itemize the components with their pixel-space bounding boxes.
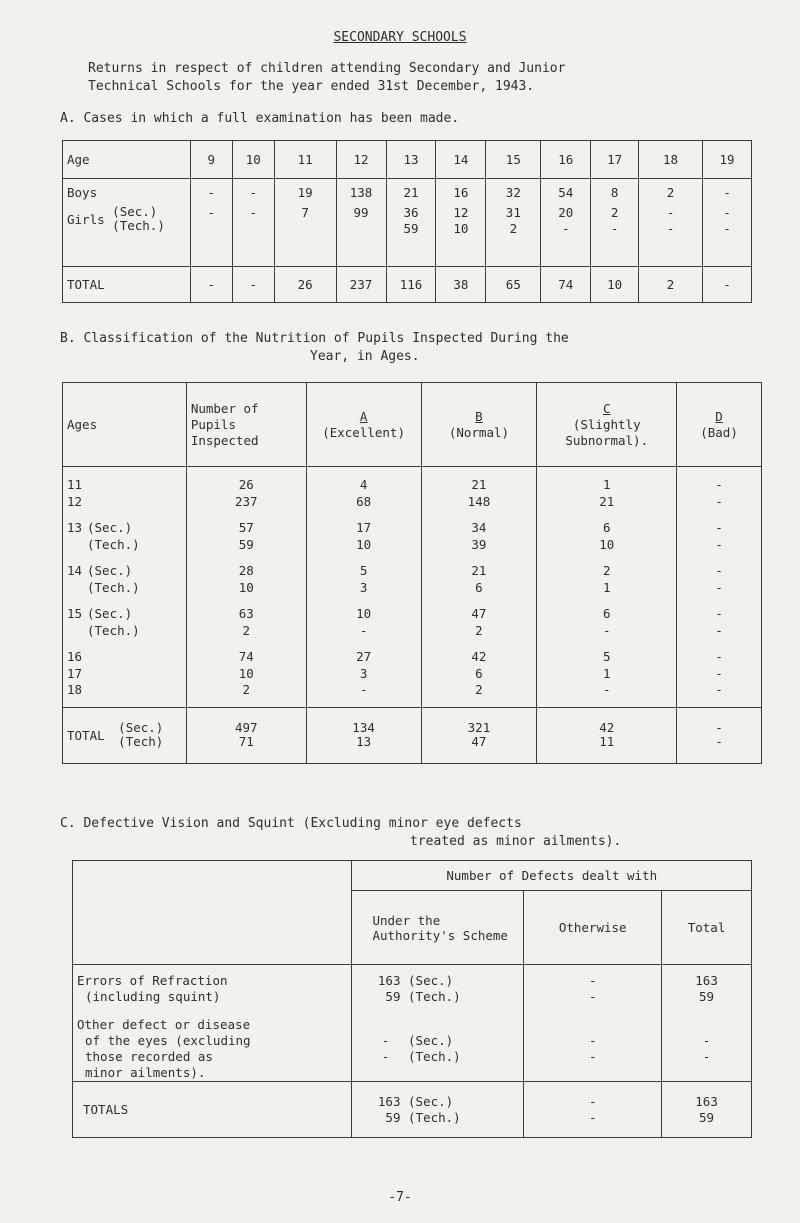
nutrition-cell-a: 17 (356, 520, 372, 535)
refraction-label-2: (including squint) (85, 989, 221, 1004)
total-bad-cell: - - (677, 707, 762, 763)
table-b (62, 382, 762, 764)
authority-column: 163 (Sec.) 59 (Tech.) - (Sec.) - (Tech.) (352, 965, 524, 1082)
nutrition-cell-a: 4 (359, 477, 368, 492)
age-cell: 12 (67, 493, 83, 509)
table-a-header-row (63, 141, 752, 179)
number-inspected-header: Number of Pupils Inspected (186, 383, 306, 467)
section-b-label (60, 330, 569, 366)
girls-tech-label: (Tech.) (112, 218, 165, 233)
section-b-label-line-1: B. Classification of the Nutrition of Pupils Inspected During the (60, 331, 569, 346)
totals-otherwise-cell: - - (524, 1082, 662, 1138)
boys-cell: 54 (558, 185, 574, 200)
table-a-age: 14 (436, 141, 486, 179)
girls-tech-cell: - (723, 221, 731, 236)
nutrition-cell-n: 2 (242, 682, 250, 697)
totals-authority-cell: 163 (Sec.) 59 (Tech.) (352, 1082, 524, 1138)
nutrition-cell-n: 2 (242, 622, 250, 638)
girls-sec-cell: - (666, 205, 675, 220)
otherwise-column: - - - - (524, 965, 662, 1082)
nutrition-cell-b: 2 (475, 682, 483, 697)
table-a-age: 9 (190, 141, 232, 179)
age-cell: 15 (Sec.) (67, 606, 133, 621)
total-cell: - (232, 267, 274, 303)
nutrition-cell-b: 39 (471, 536, 487, 552)
nutrition-cell-n: 59 (238, 536, 254, 552)
total-tech-label: (Tech) (118, 734, 164, 749)
girls-sec-cell: 31 (505, 205, 521, 220)
total-subtypes (118, 721, 163, 749)
total-cell: 74 (541, 267, 591, 303)
girls-tech-cell: - (561, 221, 570, 236)
nutrition-cell-c: 10 (599, 536, 615, 552)
table-c (72, 860, 752, 1138)
table-a-age-header: Age (63, 141, 191, 179)
nutrition-cell-n: 74 (238, 649, 254, 664)
other-defect-label-4: minor ailments). (85, 1065, 206, 1080)
nutrition-cell-c: 1 (602, 579, 611, 595)
nutrition-cell-b: 21 (471, 563, 487, 578)
total-subnormal-cell: 42 11 (537, 707, 677, 763)
girls-sec-cell: 20 (558, 205, 574, 220)
nutrition-cell-a: - (359, 682, 368, 697)
defect-labels (73, 965, 352, 1082)
nutrition-cell-d: - (715, 520, 723, 535)
table-c-group-header-row (73, 861, 752, 891)
table-a-row-labels (63, 179, 191, 267)
bad-column (677, 467, 762, 708)
intro-line-2: Technical Schools for the year ended 31st December, 1943. (88, 79, 535, 94)
refraction-label: Errors of Refraction (77, 973, 228, 988)
nutrition-cell-b: 2 (475, 622, 483, 638)
total-cell: - (703, 267, 752, 303)
section-a-label: A. Cases in which a full examination has been made. (60, 111, 460, 126)
table-c-totals-row (73, 1082, 752, 1138)
nutrition-cell-d: - (715, 649, 723, 664)
normal-header: B (Normal) (421, 383, 537, 467)
total-sec-label: (Sec.) (118, 720, 164, 735)
nutrition-cell-c: 6 (602, 606, 611, 621)
nutrition-cell-n: 28 (238, 563, 254, 578)
total-cell: - (190, 267, 232, 303)
nutrition-cell-b: 6 (475, 579, 483, 595)
total-cell: 26 (274, 267, 336, 303)
girls-sec-cell: 2 (610, 205, 619, 220)
total-excellent-cell: 134 13 (306, 707, 421, 763)
nutrition-cell-b: 42 (471, 649, 487, 664)
table-b-total-row (63, 707, 762, 763)
age-cell: 11 (67, 477, 83, 492)
boys-cell: 32 (505, 185, 521, 200)
boys-cell: - (249, 185, 257, 200)
normal-column (421, 467, 537, 708)
nutrition-cell-d: - (715, 665, 723, 681)
defects-dealt-with-header: Number of Defects dealt with (352, 861, 752, 891)
ages-header: Ages (63, 383, 187, 467)
table-a-age: 13 (386, 141, 436, 179)
table-b-header-row (63, 383, 762, 467)
girls-sec-cell: 7 (301, 205, 309, 220)
girls-tech-cell: 10 (453, 221, 469, 236)
otherwise-header: Otherwise (524, 891, 662, 965)
nutrition-cell-b: 34 (471, 520, 487, 535)
nutrition-cell-d: - (715, 622, 723, 638)
girls-tech-cell: 59 (403, 221, 419, 236)
nutrition-cell-d: - (715, 493, 723, 509)
intro-line-1: Returns in respect of children attending Secondary and Junior (88, 61, 566, 76)
boys-cell: - (723, 185, 731, 200)
table-c-body-row (73, 965, 752, 1082)
authority-scheme-header: Under the Authority's Scheme (352, 891, 524, 965)
boys-cell: 138 (349, 185, 373, 200)
boys-cell: 19 (297, 185, 313, 200)
nutrition-cell-d: - (715, 563, 723, 578)
boys-cell: 8 (610, 185, 619, 200)
other-defect-label-2: of the eyes (excluding (85, 1033, 251, 1048)
nutrition-cell-n: 63 (238, 606, 254, 621)
nutrition-cell-a: 3 (359, 579, 368, 595)
girls-sec-cell: - (249, 205, 257, 220)
nutrition-cell-c: 2 (602, 563, 611, 578)
total-number-cell: 497 71 (186, 707, 306, 763)
nutrition-cell-c: - (602, 682, 611, 697)
page-number: -7- (388, 1190, 412, 1205)
section-c-label-line-2: treated as minor ailments). (410, 834, 622, 849)
table-a-age: 19 (703, 141, 752, 179)
age-cell: 17 (67, 665, 83, 681)
total-label: TOTAL (67, 727, 105, 743)
girls-sec-cell: 12 (453, 205, 469, 220)
totals-total-cell: 163 59 (662, 1082, 752, 1138)
number-column (186, 467, 306, 708)
table-a-age: 12 (336, 141, 386, 179)
total-cell: 237 (336, 267, 386, 303)
nutrition-cell-a: 3 (359, 665, 368, 681)
table-a-age: 11 (274, 141, 336, 179)
excellent-column (306, 467, 421, 708)
nutrition-cell-a: 27 (356, 649, 372, 664)
nutrition-cell-c: 1 (602, 477, 611, 492)
nutrition-cell-n: 10 (238, 579, 254, 595)
total-normal-cell: 321 47 (421, 707, 537, 763)
nutrition-cell-d: - (715, 579, 723, 595)
nutrition-cell-b: 47 (471, 606, 487, 621)
girls-sec-cell: - (207, 205, 216, 220)
boys-cell: 16 (453, 185, 469, 200)
age-cell: 14 (Sec.) (67, 563, 133, 578)
age-cell: (Tech.) (87, 579, 140, 595)
nutrition-cell-c: - (602, 622, 611, 638)
total-cell: 116 (386, 267, 436, 303)
nutrition-cell-d: - (715, 536, 723, 552)
page-title: SECONDARY SCHOOLS (333, 30, 467, 45)
nutrition-cell-n: 26 (238, 477, 254, 492)
girls-sec-cell: 99 (353, 205, 369, 220)
nutrition-cell-n: 237 (234, 493, 258, 509)
nutrition-cell-b: 6 (475, 665, 483, 681)
section-c-label-line-1: C. Defective Vision and Squint (Excluding minor eye defects (60, 816, 522, 831)
table-c-blank-header (73, 861, 352, 965)
nutrition-cell-b: 148 (467, 493, 491, 509)
nutrition-cell-a: 10 (356, 606, 372, 621)
table-a-total-row (63, 267, 752, 303)
excellent-header: A (Excellent) (306, 383, 421, 467)
girls-subtypes (112, 205, 165, 233)
total-cell: 10 (591, 267, 639, 303)
girls-tech-cell: - (666, 221, 675, 236)
other-defect-label: Other defect or disease (77, 1017, 251, 1032)
subnormal-column (537, 467, 677, 708)
total-cell: 65 (486, 267, 541, 303)
nutrition-cell-c: 6 (602, 520, 611, 535)
total-cell: 2 (639, 267, 703, 303)
table-a-body-row (63, 179, 752, 267)
table-a-total-label: TOTAL (63, 267, 191, 303)
intro-text (88, 60, 748, 96)
nutrition-cell-d: - (715, 682, 723, 697)
totals-label: TOTALS (73, 1082, 352, 1138)
age-cell: (Tech.) (87, 536, 140, 552)
girls-sec-label: (Sec.) (112, 204, 158, 219)
age-cell: (Tech.) (87, 622, 140, 638)
section-b-label-line-2: Year, in Ages. (310, 349, 420, 364)
nutrition-cell-a: - (359, 622, 368, 638)
girls-label: Girls (67, 211, 105, 227)
age-cell: 13 (Sec.) (67, 520, 133, 535)
section-c-label (60, 815, 621, 851)
total-header: Total (662, 891, 752, 965)
nutrition-cell-a: 5 (359, 563, 368, 578)
nutrition-cell-n: 57 (238, 520, 254, 535)
nutrition-cell-c: 1 (602, 665, 611, 681)
girls-tech-cell: 2 (509, 221, 518, 236)
nutrition-cell-c: 21 (599, 493, 615, 509)
boys-label: Boys (67, 185, 98, 200)
nutrition-cell-c: 5 (602, 649, 611, 664)
boys-cell: 2 (666, 185, 675, 200)
table-b-total-label (63, 707, 187, 763)
table-a-age: 15 (486, 141, 541, 179)
table-a-age: 16 (541, 141, 591, 179)
table-a-age: 18 (639, 141, 703, 179)
nutrition-cell-d: - (715, 606, 723, 621)
nutrition-cell-a: 68 (356, 493, 372, 509)
nutrition-cell-b: 21 (471, 477, 487, 492)
nutrition-cell-d: - (715, 477, 723, 492)
total-cell: 38 (436, 267, 486, 303)
other-defect-label-3: those recorded as (85, 1049, 213, 1064)
table-a (62, 140, 752, 303)
girls-sec-cell: 36 (403, 205, 419, 220)
table-b-body-row (63, 467, 762, 708)
table-a-age: 17 (591, 141, 639, 179)
girls-sec-cell: - (723, 205, 731, 220)
age-cell: 16 (67, 649, 83, 664)
girls-tech-cell: - (610, 221, 619, 236)
bad-header: D (Bad) (677, 383, 762, 467)
slightly-subnormal-header: C (Slightly Subnormal). (537, 383, 677, 467)
age-cell: 18 (67, 682, 83, 697)
boys-cell: - (207, 185, 216, 200)
ages-column (63, 467, 187, 708)
nutrition-cell-a: 10 (356, 536, 372, 552)
boys-cell: 21 (403, 185, 419, 200)
table-a-age: 10 (232, 141, 274, 179)
nutrition-cell-n: 10 (238, 665, 254, 681)
total-column: 163 59 - - (662, 965, 752, 1082)
